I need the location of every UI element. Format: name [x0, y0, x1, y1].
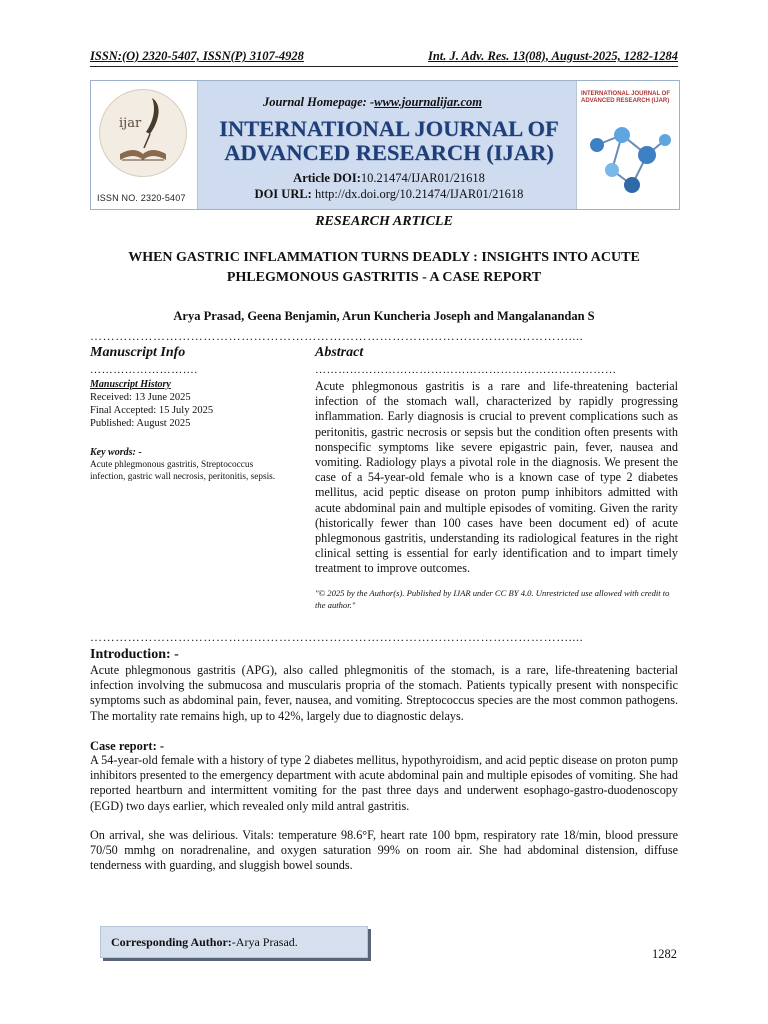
manuscript-history-label: Manuscript History: [90, 379, 171, 390]
cover-title: INTERNATIONAL JOURNAL OF ADVANCED RESEARCH (IJAR): [581, 91, 671, 104]
journal-logo: [91, 81, 198, 209]
corresponding-author-box: [100, 926, 368, 958]
homepage-label: Journal Homepage: -: [263, 95, 375, 109]
logo-wordmark: ijar: [119, 116, 142, 131]
license-note: "© 2025 by the Author(s). Published by IJAR under CC BY 4.0. Unrestricted use allowed with credit to the author.": [315, 588, 670, 610]
article-title-line-1: WHEN GASTRIC INFLAMMATION TURNS DEADLY : INSIGHTS INTO ACUTE: [128, 250, 640, 265]
article-doi: [201, 171, 577, 186]
logo-issn: ISSN NO. 2320-5407: [97, 193, 186, 203]
homepage-link[interactable]: www.journalijar.com: [374, 95, 483, 109]
dotted-divider: ……………………………………………………………………………………………………....: [90, 329, 584, 343]
doi-url: [201, 187, 577, 202]
journal-title: [201, 117, 577, 165]
received-date: Received: 13 June 2025: [90, 392, 191, 403]
quill-book-icon: [100, 90, 186, 176]
keywords-block: [90, 447, 280, 483]
journal-cover: [576, 81, 679, 209]
case-report-heading: Case report: -: [90, 739, 165, 753]
abstract-dotted-divider: ……………………………………………………………………: [315, 364, 617, 376]
case-report-paragraph-2: On arrival, she was delirious. Vitals: temperature 98.6°F, heart rate 100 bpm, respiratory rate 18/min, blood pressure 70/50 mmhg on noradrenaline, and oxygen saturation 99% on room air. She had abdominal distension, diffuse tenderness with guarding, and sluggish bowel sounds.: [90, 828, 678, 873]
corresponding-author-label: Corresponding Author:: [111, 934, 232, 949]
doi-url-link[interactable]: http://dx.doi.org/10.21474/IJAR01/21618: [314, 187, 524, 201]
keywords-label: Key words: -: [90, 447, 142, 458]
molecule-graphic-icon: [577, 115, 677, 207]
introduction-heading: Introduction: -: [90, 647, 179, 662]
journal-title-line-1: INTERNATIONAL JOURNAL OF: [219, 116, 559, 141]
keywords-list: Acute phlegmonous gastritis, Streptococcus infection, gastric wall necrosis, peritonitis, sepsis.: [90, 460, 276, 482]
dotted-divider-2: ……………………………………………………………………………………………………....: [90, 630, 584, 644]
manuscript-info-heading: Manuscript Info: [90, 345, 186, 360]
article-title-line-2: PHLEGMONOUS GASTRITIS - A CASE REPORT: [226, 270, 542, 285]
page-number: 1282: [652, 947, 677, 961]
logo-emblem: [99, 89, 187, 177]
abstract-heading: Abstract: [315, 345, 364, 360]
published-date: Published: August 2025: [90, 418, 191, 429]
issn-info: ISSN:(O) 2320-5407, ISSN(P) 3107-4928: [90, 49, 304, 63]
journal-title-line-2: ADVANCED RESEARCH (IJAR): [224, 140, 554, 165]
corresponding-author-name: -Arya Prasad.: [231, 934, 298, 949]
abstract-text: Acute phlegmonous gastritis is a rare and life-threatening bacterial infection of the stomach wall, characterized by rapidly progressing inflammation. Early diagnosis is crucial to prevent complications such as peritonitis, gastric necrosis or sepsis but the condition often presents with nonspecific symptoms like severe epigastric pain, fever, nausea and vomiting. Radiology plays a pivotal role in the diagnosis. We present the case of a 54-year-old female who is a known case of type 2 diabetes mellitus, acid peptic disease on proton pump inhibitors admitted with acute abdominal pain and multiple episodes of vomiting. Given the rarity (historically fewer than 100 cases have been document ed) of acute phlegmonous gastritis, understanding its radiological features in the right clinical setting is essential for early identification and to impart timely treatment to improve outcomes.: [315, 379, 678, 576]
manuscript-history: [90, 379, 290, 430]
citation-info: Int. J. Adv. Res. 13(08), August-2025, 1282-1284: [427, 49, 678, 63]
journal-banner: [90, 80, 680, 210]
running-header: [90, 46, 678, 67]
case-report-paragraph-1: A 54-year-old female with a history of type 2 diabetes mellitus, hypothyroidism, and acid peptic disease on proton pump inhibitors presented to the emergency department with acute abdominal pain and multiple episodes of vomiting. She had reported heartburn and intermittent vomiting for the past three days and underwent esophago-gastro-duodenoscopy (EGD) two days earlier, which revealed only mild antral gastritis.: [90, 753, 679, 813]
doi-label: Article DOI:: [293, 171, 361, 185]
journal-homepage: [263, 95, 482, 110]
article-title: [100, 248, 668, 288]
introduction-text: Acute phlegmonous gastritis (APG), also called phlegmonitis of the stomach, is a rare, life-threatening bacterial infection involving the submucosa and muscularis propria of the stomach. Patients typically present with nonspecific symptoms such as abdominal pain, fever, nausea, and vomiting. Streptococcus species are the most common pathogens. The mortality rate remains high, up to 42%, largely due to diagnostic delays.: [90, 663, 678, 723]
doi-url-label: DOI URL:: [254, 187, 312, 201]
author-list: Arya Prasad, Geena Benjamin, Arun Kuncheria Joseph and Mangalanandan S: [173, 309, 595, 323]
article-type-label: RESEARCH ARTICLE: [315, 214, 453, 229]
manuscript-dotted-divider: ……………………….: [90, 364, 198, 376]
doi-value: 10.21474/IJAR01/21618: [360, 171, 485, 185]
accepted-date: Final Accepted: 15 July 2025: [90, 405, 214, 416]
